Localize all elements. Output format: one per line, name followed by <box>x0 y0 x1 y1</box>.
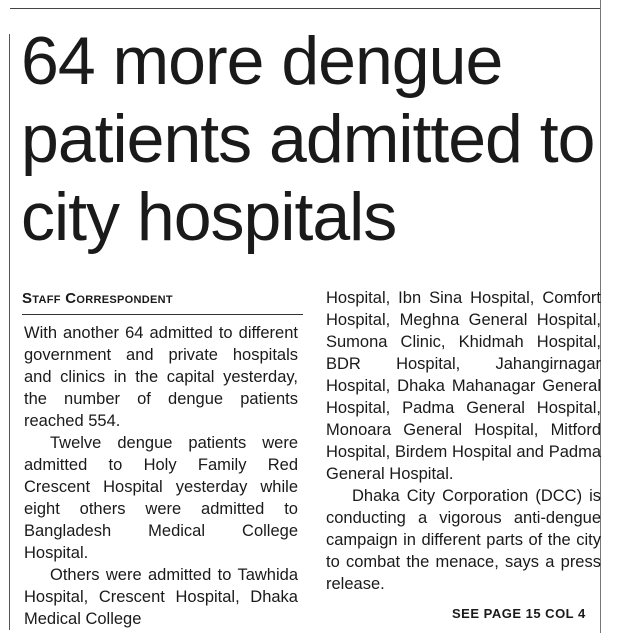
article-column-left <box>24 322 298 630</box>
paragraph-intro: With another 64 admitted to different government and private hospitals and clinics in the capital yesterday, the number of dengue patients reached 554. <box>24 324 298 430</box>
paragraph-others-start: Others were admitted to Tawhida Hospital, Crescent Hospital, Dhaka Medical College <box>24 566 298 628</box>
left-border-rule <box>9 34 10 630</box>
article-byline: Staff Correspondent <box>22 290 303 315</box>
paragraph-twelve-patients: Twelve dengue patients were admitted to Holy Family Red Crescent Hospital yesterday while eight others were admitted to Bangladesh Medical College Hospital. <box>24 434 298 562</box>
continuation-link[interactable]: SEE PAGE 15 COL 4 <box>452 606 586 621</box>
article-headline: 64 more dengue patients admitted to city hospitals <box>21 23 595 255</box>
top-border-rule <box>10 8 600 9</box>
article-column-right <box>326 287 601 595</box>
paragraph-hospital-list: Hospital, Ibn Sina Hospital, Comfort Hospital, Meghna General Hospital, Sumona Clinic, Khidmah Hospital, BDR Hospital, Jahangirnagar Hospital, Dhaka Mahanagar General Hospital, Padma General Hospital, Monoara General Hospital, Mitford Hospital, Birdem Hospital and Padma General Hospital. <box>326 289 601 483</box>
paragraph-dcc-campaign: Dhaka City Corporation (DCC) is conducting a vigorous anti-dengue campaign in different parts of the city to combat the menace, says a press release. <box>326 487 601 593</box>
